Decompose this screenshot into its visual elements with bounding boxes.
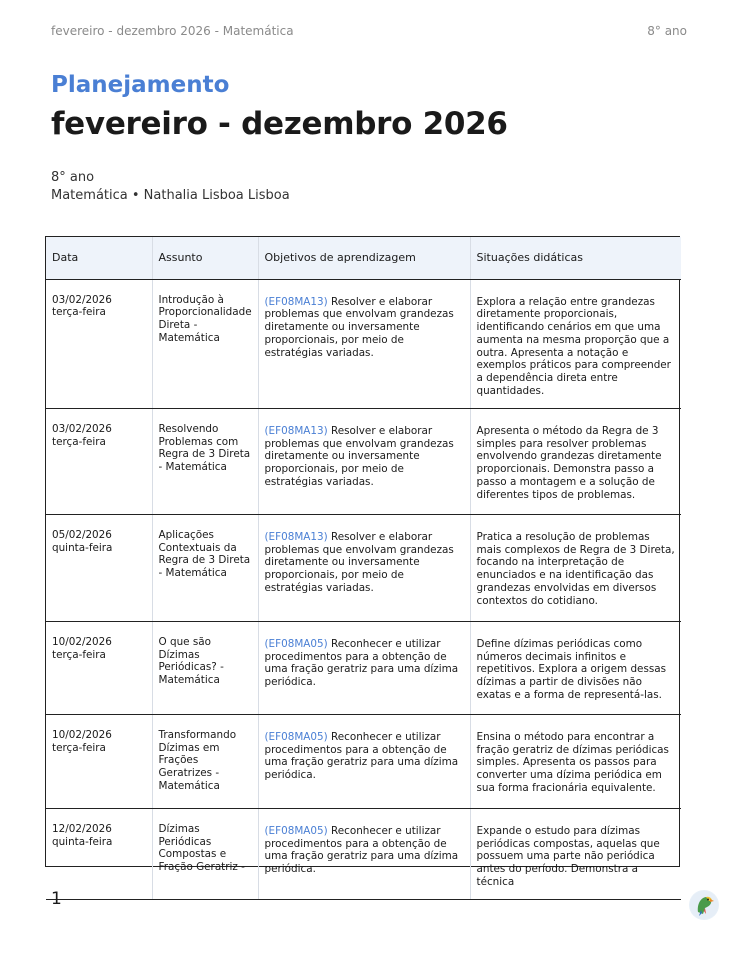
objective-text: Resolver e elaborar problemas que envolvam grandezas diretamente ou inversamente proporcionais, por meio de estratégias variadas. (264, 295, 454, 359)
situation-text: Expande o estudo para dízimas periódicas compostas, aquelas que possuem uma parte não periódica antes do período. Demonstra a técnica (476, 824, 660, 889)
row-subject: Dízimas Periódicas Compostas e Fração Geratriz - (158, 822, 245, 874)
date-cell (46, 514, 152, 621)
objective-cell (258, 408, 470, 514)
subject-cell (152, 514, 258, 621)
row-date: 12/02/2026 (52, 822, 112, 835)
row-date: 03/02/2026 (52, 293, 112, 306)
situation-cell (470, 808, 681, 899)
row-date: 10/02/2026 (52, 728, 112, 741)
row-subject: O que são Dízimas Periódicas? - Matemática (158, 635, 224, 687)
bncc-code: (EF08MA13) (264, 530, 328, 543)
row-weekday: terça-feira (52, 648, 106, 661)
situation-text: Pratica a resolução de problemas mais complexos de Regra de 3 Direta, focando na interpretação de enunciados e na identificação das grandezas envolvidas em diversos contextos do cotidiano. (476, 530, 675, 607)
situation-cell (470, 621, 681, 714)
table-row (46, 514, 681, 621)
table-row (46, 279, 681, 408)
date-cell (46, 279, 152, 408)
objective-text: Reconhecer e utilizar procedimentos para a obtenção de uma fração geratriz para uma dízima periódica. (264, 637, 459, 689)
row-subject: Resolvendo Problemas com Regra de 3 Direta - Matemática (158, 422, 251, 474)
subject-cell (152, 279, 258, 408)
row-subject: Transformando Dízimas em Frações Geratrizes - Matemática (158, 728, 237, 793)
table-row (46, 621, 681, 714)
bncc-code: (EF08MA05) (264, 730, 328, 743)
table-row (46, 808, 681, 899)
planning-table (45, 236, 680, 889)
date-cell (46, 621, 152, 714)
running-header-grade: 8° ano (647, 24, 687, 38)
objective-cell (258, 279, 470, 408)
situation-cell (470, 279, 681, 408)
row-weekday: quinta-feira (52, 835, 113, 848)
running-header-title: fevereiro - dezembro 2026 - Matemática (51, 24, 294, 38)
grade-label: 8° ano (51, 170, 95, 185)
objective-cell (258, 808, 470, 899)
date-cell (46, 408, 152, 514)
row-weekday: quinta-feira (52, 541, 113, 554)
situation-text: Explora a relação entre grandezas diretamente proporcionais, identificando cenários em que uma aumenta na mesma proporção que a outra. Apresenta a notação e exemplos práticos para compreender a dependência direta entre quantidades. (476, 295, 671, 398)
table-row (46, 714, 681, 808)
objective-text: Resolver e elaborar problemas que envolvam grandezas diretamente ou inversamente proporcionais, por meio de estratégias variadas. (264, 530, 454, 595)
objective-text: Reconhecer e utilizar procedimentos para a obtenção de uma fração geratriz para uma dízima periódica. (264, 824, 459, 876)
situation-cell (470, 714, 681, 808)
row-weekday: terça-feira (52, 741, 106, 754)
objective-cell (258, 621, 470, 714)
subject-cell (152, 714, 258, 808)
column-header-subject: Assunto (152, 237, 258, 279)
table-row (46, 408, 681, 514)
row-date: 03/02/2026 (52, 422, 112, 435)
situation-text: Define dízimas periódicas como números decimais infinitos e repetitivos. Explora a origem dessas dízimas a partir de divisões não exatas e a forma de representá-las. (476, 637, 667, 702)
page-number: 1 (51, 889, 62, 909)
column-header-situations: Situações didáticas (470, 237, 681, 279)
bncc-code: (EF08MA05) (264, 637, 328, 650)
subject-teacher-line: Matemática • Nathalia Lisboa Lisboa (51, 188, 290, 203)
objective-cell (258, 514, 470, 621)
subject-cell (152, 808, 258, 899)
row-weekday: terça-feira (52, 306, 106, 319)
table-header-row (46, 237, 681, 279)
bncc-code: (EF08MA13) (264, 424, 328, 437)
objective-cell (258, 714, 470, 808)
row-date: 05/02/2026 (52, 528, 112, 541)
situation-text: Apresenta o método da Regra de 3 simples para resolver problemas envolvendo grandezas diretamente proporcionais. Demonstra passo a passo a montagem e a solução de diferentes tipos de problemas. (476, 424, 662, 501)
objective-text: Resolver e elaborar problemas que envolvam grandezas diretamente ou inversamente proporcionais, por meio de estratégias variadas. (264, 424, 454, 489)
row-subject: Introdução à Proporcionalidade Direta - Matemática (158, 293, 252, 344)
document-kicker: Planejamento (51, 72, 230, 98)
date-cell (46, 714, 152, 808)
running-header (51, 24, 687, 40)
page-title: fevereiro - dezembro 2026 (51, 106, 508, 142)
subject-cell (152, 408, 258, 514)
objective-text: Reconhecer e utilizar procedimentos para a obtenção de uma fração geratriz para uma dízima periódica. (264, 730, 459, 782)
situation-text: Ensina o método para encontrar a fração geratriz de dízimas periódicas simples. Apresenta os passos para converter uma dízima periódica em sua forma fracionária equivalente. (476, 730, 669, 795)
bncc-code: (EF08MA13) (264, 295, 328, 308)
parrot-icon (689, 890, 719, 920)
row-date: 10/02/2026 (52, 635, 112, 648)
column-header-objectives: Objetivos de aprendizagem (258, 237, 470, 279)
situation-cell (470, 408, 681, 514)
bncc-code: (EF08MA05) (264, 824, 328, 837)
situation-cell (470, 514, 681, 621)
subject-cell (152, 621, 258, 714)
row-subject: Aplicações Contextuais da Regra de 3 Direta - Matemática (158, 528, 251, 580)
row-weekday: terça-feira (52, 435, 106, 448)
column-header-date: Data (46, 237, 152, 279)
date-cell (46, 808, 152, 899)
